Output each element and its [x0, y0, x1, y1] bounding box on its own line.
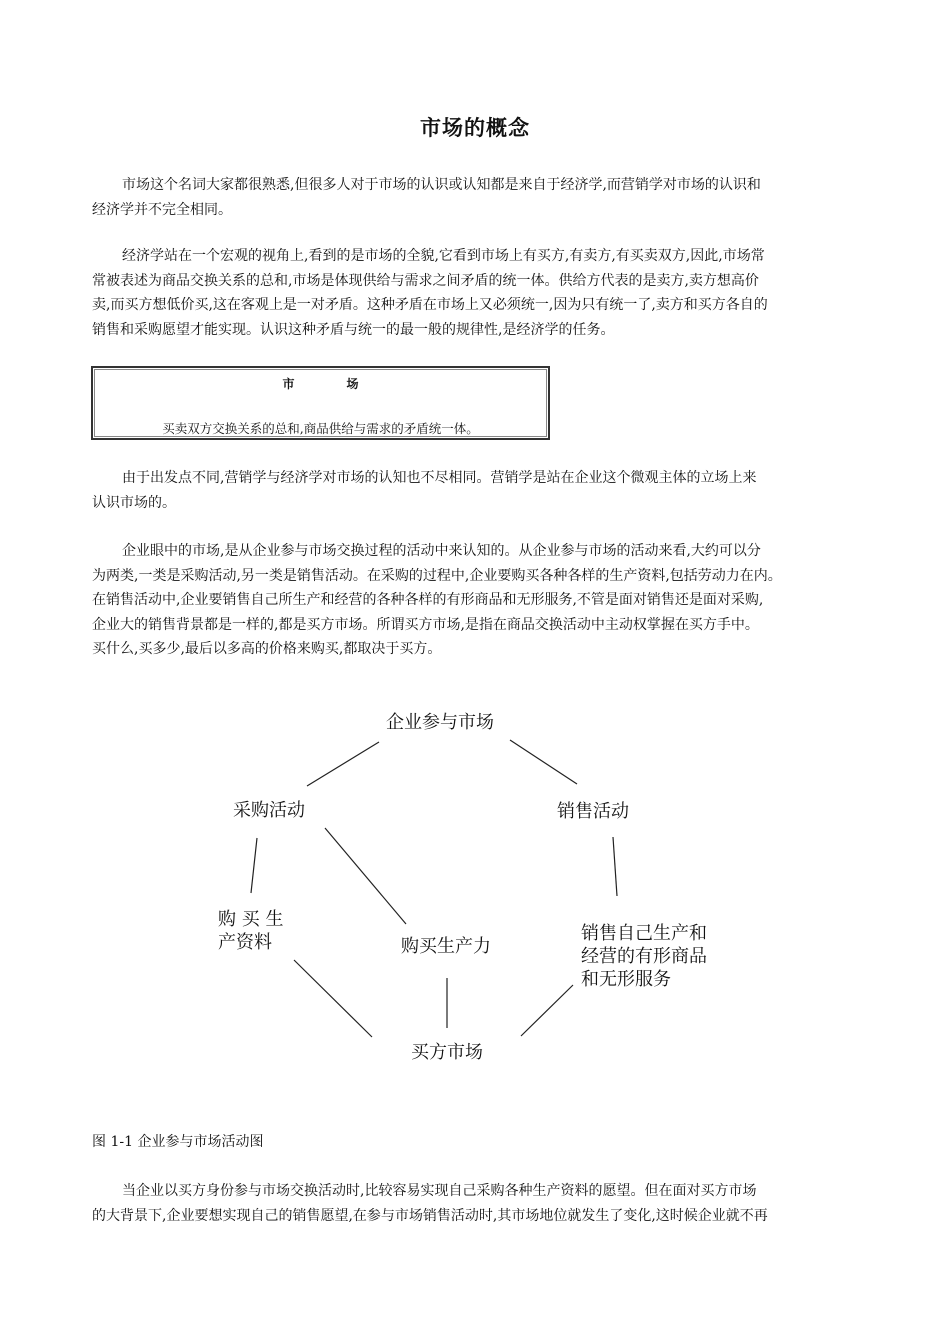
- diagram-node-sell-goods: [581, 922, 707, 991]
- connector-root-sales: [510, 740, 577, 784]
- document-title: 市场的概念: [420, 116, 530, 140]
- diagram-node-buy-materials: [218, 908, 283, 954]
- market-box-title: 市 场: [282, 377, 379, 391]
- market-box-definition: 买卖双方交换关系的总和,商品供给与需求的矛盾统一体。: [162, 421, 479, 436]
- diagram-node-line: 购 买 生: [218, 909, 284, 930]
- paragraph-line: 企业大的销售背景都是一样的,都是买方市场。所谓买方市场,是指在商品交换活动中主动权掌握在买方手中。: [92, 616, 759, 633]
- diagram-node-enterprise-market: 企业参与市场: [386, 712, 494, 733]
- paragraph-line: 为两类,一类是采购活动,另一类是销售活动。在采购的过程中,企业要购买各种各样的生产资料,包括劳动力在内。: [92, 567, 782, 584]
- diagram-node-purchasing: 采购活动: [233, 800, 305, 821]
- connector-purchase-labor: [325, 828, 406, 924]
- paragraph-line: 卖,而买方想低价买,这在客观上是一对矛盾。这种矛盾在市场上又必须统一,因为只有统一了,卖方和买方各自的: [92, 297, 768, 313]
- paragraph-line: 市场这个名词大家都很熟悉,但很多人对于市场的认识或认知都是来自于经济学,而营销学对市场的认识和: [122, 177, 761, 193]
- paragraph-line: 在销售活动中,企业要销售自己所生产和经营的各种各样的有形商品和无形服务,不管是面对销售还是面对采购,: [92, 592, 764, 608]
- paragraph-line: 销售和采购愿望才能实现。认识这种矛盾与统一的最一般的规律性,是经济学的任务。: [92, 321, 615, 338]
- paragraph-line: 常被表述为商品交换关系的总和,市场是体现供给与需求之间矛盾的统一体。供给方代表的是卖方,卖方想高价: [92, 272, 759, 289]
- paragraph-line: 买什么,买多少,最后以多高的价格来购买,都取决于买方。: [92, 641, 442, 657]
- figure-caption: 图 1-1 企业参与市场活动图: [92, 1134, 264, 1150]
- diagram-connectors: [251, 740, 617, 1037]
- connector-sales-goods: [613, 837, 617, 896]
- paragraph-line: 经济学并不完全相同。: [92, 201, 232, 218]
- connector-goods-market: [521, 985, 573, 1036]
- connector-purchase-materials: [251, 838, 257, 893]
- diagram-node-line: 产资料: [218, 932, 272, 953]
- paragraph-line: 企业眼中的市场,是从企业参与市场交换过程的活动中来认知的。从企业参与市场的活动来看,大约可以分: [122, 543, 761, 559]
- diagram-node-sales: 销售活动: [557, 801, 629, 822]
- paragraph-line: 认识市场的。: [92, 494, 176, 511]
- paragraph-line: 由于出发点不同,营销学与经济学对市场的认知也不尽相同。营销学是站在企业这个微观主体的立场上来: [122, 470, 757, 486]
- diagram-node-line: 和无形服务: [581, 969, 671, 990]
- connector-root-purchase: [307, 742, 379, 786]
- paragraph-line: 当企业以买方身份参与市场交换活动时,比较容易实现自己采购各种生产资料的愿望。但在面对买方市场: [122, 1183, 757, 1199]
- diagram-node-line: 销售自己生产和: [581, 923, 707, 944]
- diagram-node-buyers-market: 买方市场: [411, 1042, 483, 1063]
- paragraph-line: 的大背景下,企业要想实现自己的销售愿望,在参与市场销售活动时,其市场地位就发生了变化,这时候企业就不再: [92, 1207, 768, 1224]
- connector-materials-market: [294, 960, 372, 1037]
- diagram-node-buy-labor: 购买生产力: [401, 936, 491, 957]
- diagram-node-line: 经营的有形商品: [581, 946, 707, 967]
- paragraph-line: 经济学站在一个宏观的视角上,看到的是市场的全貌,它看到市场上有买方,有卖方,有买卖双方,因此,市场常: [122, 248, 765, 264]
- paragraph-5: [92, 1179, 872, 1228]
